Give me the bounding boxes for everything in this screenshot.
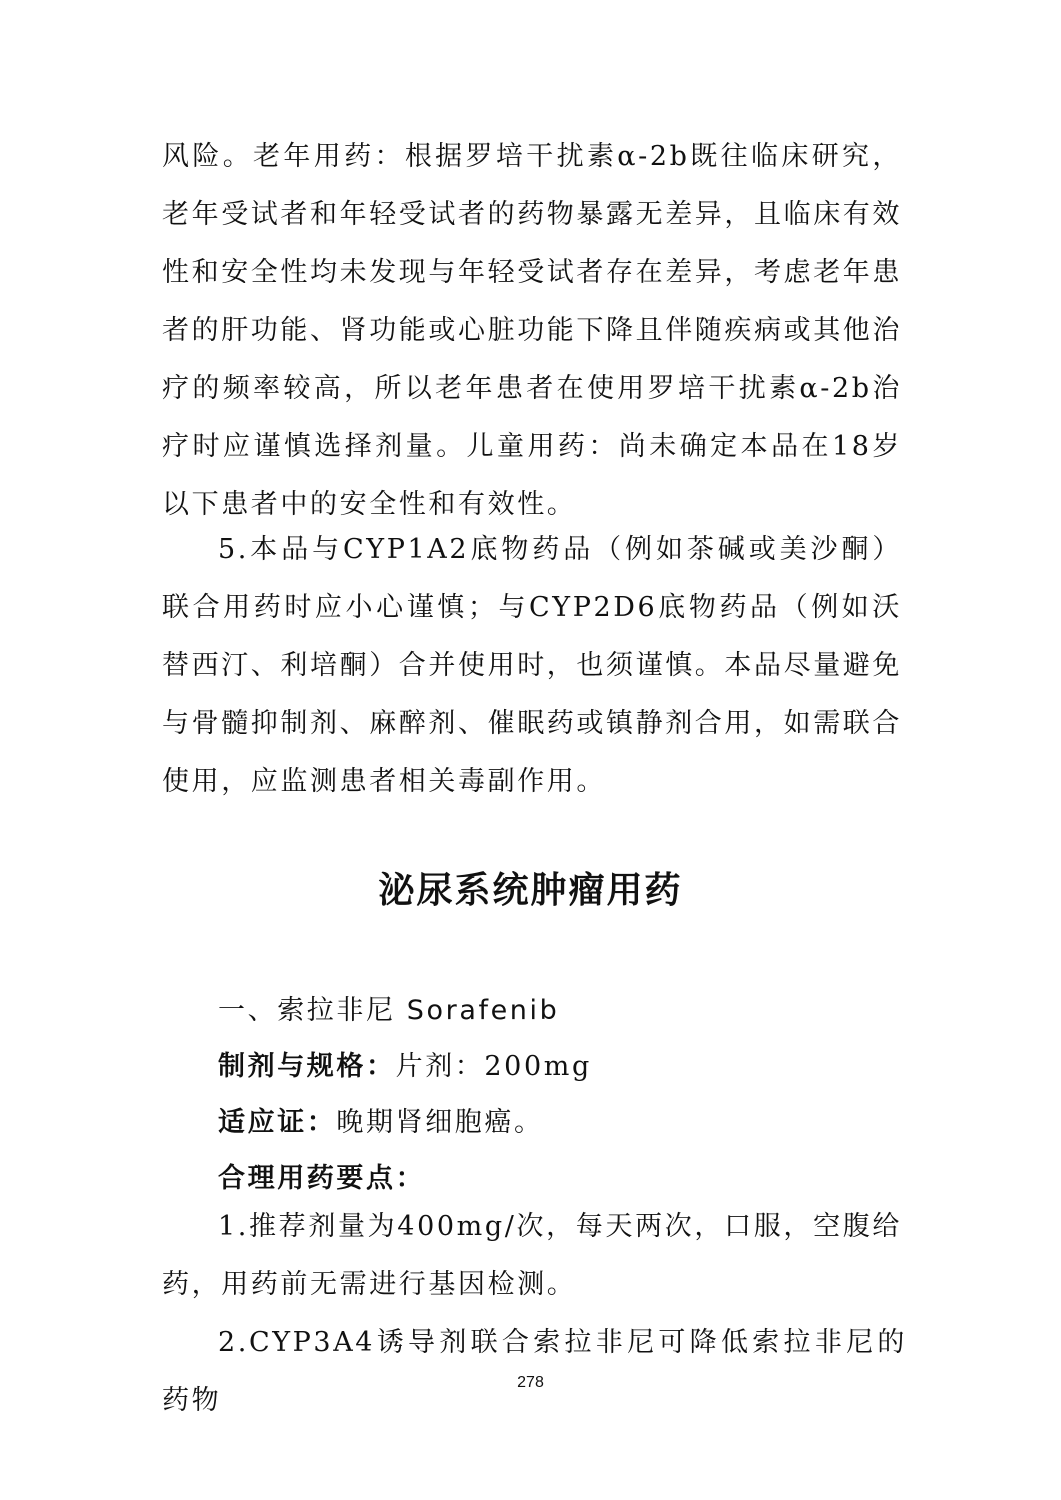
key-points-label: 合理用药要点：	[218, 1163, 426, 1194]
page-number: 278	[517, 1374, 544, 1391]
drug-heading: 一、索拉非尼 Sorafenib	[218, 995, 560, 1026]
key-point-2: 2.CYP3A4诱导剂联合索拉非尼可降低索拉非尼的药物	[162, 1327, 907, 1416]
spec-label: 制剂与规格：	[218, 1051, 396, 1082]
paragraph-geriatric-pediatric-use: 风险。老年用药：根据罗培干扰素α-2b既往临床研究，老年受试者和年轻受试者的药物暴露无差异，且临床有效性和安全性均未发现与年轻受试者存在差异，考虑老年患者的肝功能、肾功能或心脏功能下降且伴随疾病或其他治疗的频率较高，所以老年患者在使用罗培干扰素α-2b治疗时应谨慎选择剂量。儿童用药：尚未确定本品在18岁以下患者中的安全性和有效性。	[162, 141, 902, 520]
indication-line	[218, 1100, 544, 1139]
indication-label: 适应证：	[218, 1107, 337, 1138]
indication-value: 晚期肾细胞癌。	[336, 1107, 544, 1138]
spec-line	[218, 1044, 592, 1083]
section-title: 泌尿系统肿瘤用药	[378, 870, 683, 911]
paragraph-drug-interactions: 5.本品与CYP1A2底物药品（例如茶碱或美沙酮）联合用药时应小心谨慎；与CYP2D6底物药品（例如沃替西汀、利培酮）合并使用时，也须谨慎。本品尽量避免与骨髓抑制剂、麻醉剂、催眠药或镇静剂合用，如需联合使用，应监测患者相关毒副作用。	[162, 534, 902, 797]
key-point-1: 1.推荐剂量为400mg/次，每天两次，口服，空腹给药，用药前无需进行基因检测。	[162, 1211, 902, 1300]
spec-value: 片剂：200mg	[395, 1051, 592, 1082]
